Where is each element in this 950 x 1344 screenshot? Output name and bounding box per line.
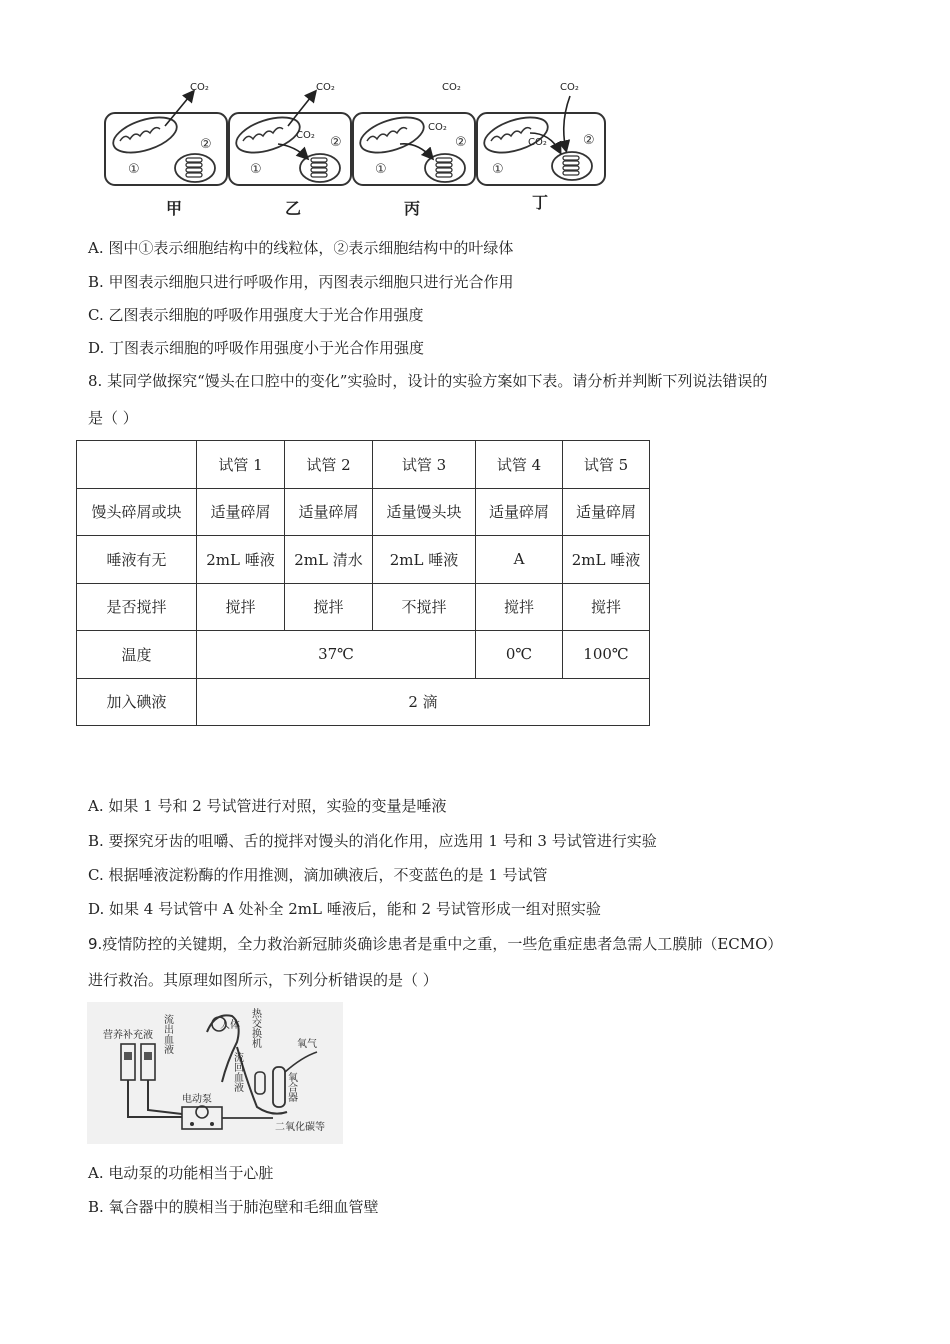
table-cell: 加入碘液 (77, 678, 197, 726)
table-cell: 适量馒头块 (373, 488, 476, 536)
q8-stem-line1: 8. 某同学做探究“馒头在口腔中的变化”实验时，设计的实验方案如下表。请分析并判断下列说法错误的 (88, 372, 768, 390)
cells-figure (100, 78, 610, 223)
mark-2-yi: ② (330, 135, 342, 150)
q8-option-a: A. 如果 1 号和 2 号试管进行对照，实验的变量是唾液 (88, 797, 447, 815)
table-cell: 不搅拌 (373, 583, 476, 631)
ecmo-label-oxygen: 氧气 (297, 1039, 317, 1050)
mark-1-yi: ① (250, 162, 262, 177)
table-cell: 2 滴 (197, 678, 650, 726)
experiment-table (76, 440, 650, 726)
table-header-cell: 试管 2 (285, 441, 373, 489)
table-cell: 温度 (77, 631, 197, 679)
table-cell: 搅拌 (197, 583, 285, 631)
ecmo-label-co2: 二氧化碳等 (275, 1122, 325, 1133)
table-cell: 搅拌 (285, 583, 373, 631)
table-cell: 馒头碎屑或块 (77, 488, 197, 536)
table-row (77, 488, 650, 536)
table-header-cell: 试管 3 (373, 441, 476, 489)
cell-label-yi: 乙 (285, 199, 302, 218)
ecmo-label-return-blood: 流回血液 (231, 1052, 243, 1092)
table-cell: 搅拌 (563, 583, 650, 631)
q8-option-c: C. 根据唾液淀粉酶的作用推测，滴加碘液后，不变蓝色的是 1 号试管 (88, 866, 548, 884)
q9-stem-line1 (88, 934, 782, 954)
table-header-cell: 试管 5 (563, 441, 650, 489)
table-cell: 2mL 清水 (285, 536, 373, 584)
table-cell: 适量碎屑 (563, 488, 650, 536)
q8-option-d: D. 如果 4 号试管中 A 处补全 2mL 唾液后，能和 2 号试管形成一组对照实验 (88, 900, 601, 918)
ecmo-figure (87, 1002, 343, 1144)
ecmo-label-pump: 电动泵 (182, 1094, 212, 1105)
q7-option-a: A. 图中①表示细胞结构中的线粒体，②表示细胞结构中的叶绿体 (88, 239, 514, 257)
ecmo-label-oxygenator: 氧合器 (285, 1072, 297, 1102)
table-row (77, 678, 650, 726)
table-cell: 2mL 唾液 (373, 536, 476, 584)
mark-2-bing: ② (455, 135, 467, 150)
table-cell: 适量碎屑 (197, 488, 285, 536)
ecmo-label-heat-exchanger: 热交换机 (249, 1008, 261, 1048)
ecmo-label-out-blood: 流出血液 (161, 1014, 173, 1054)
table-cell (77, 441, 197, 489)
mark-1-jia: ① (128, 162, 140, 177)
co2-label-ding-in: CO₂ (528, 137, 547, 148)
table-cell: 100℃ (563, 631, 650, 679)
cell-label-jia: 甲 (166, 199, 183, 218)
q9-option-b: B. 氧合器中的膜相当于肺泡壁和毛细血管壁 (88, 1198, 379, 1216)
mark-1-bing: ① (375, 162, 387, 177)
q7-option-d: D. 丁图表示细胞的呼吸作用强度小于光合作用强度 (88, 339, 425, 357)
table-cell: 适量碎屑 (476, 488, 563, 536)
table-cell: 唾液有无 (77, 536, 197, 584)
cell-label-bing: 丙 (404, 199, 421, 218)
table-row (77, 583, 650, 631)
q9-stem-line2: 进行救治。其原理如图所示，下列分析错误的是（ ） (88, 971, 438, 989)
q7-option-c: C. 乙图表示细胞的呼吸作用强度大于光合作用强度 (88, 306, 424, 324)
table-cell: 是否搅拌 (77, 583, 197, 631)
table-cell: 2mL 唾液 (563, 536, 650, 584)
mark-2-ding: ② (583, 133, 595, 148)
co2-label-yi-in: CO₂ (296, 130, 315, 141)
co2-label-bing-out: CO₂ (442, 82, 461, 93)
cell-label-ding: 丁 (532, 193, 549, 212)
mark-1-ding: ① (492, 162, 504, 177)
table-header-row (77, 441, 650, 489)
co2-label-yi-out: CO₂ (316, 82, 335, 93)
table-cell: 2mL 唾液 (197, 536, 285, 584)
ecmo-label-body: 人体 (220, 1020, 240, 1031)
q8-option-b: B. 要探究牙齿的咀嚼、舌的搅拌对馒头的消化作用，应选用 1 号和 3 号试管进行实验 (88, 832, 657, 850)
table-cell: 适量碎屑 (285, 488, 373, 536)
co2-label-ding-out: CO₂ (560, 82, 579, 93)
table-header-cell: 试管 4 (476, 441, 563, 489)
q9-number: 9. (88, 935, 103, 953)
ecmo-label-nutrient: 营养补充液 (103, 1030, 153, 1041)
table-cell: 0℃ (476, 631, 563, 679)
table-cell: 搅拌 (476, 583, 563, 631)
co2-label-bing-in: CO₂ (428, 122, 447, 133)
table-row (77, 536, 650, 584)
mark-2-jia: ② (200, 137, 212, 152)
co2-label-jia: CO₂ (190, 82, 209, 93)
table-row (77, 631, 650, 679)
table-cell: 37℃ (197, 631, 476, 679)
q7-option-b: B. 甲图表示细胞只进行呼吸作用，丙图表示细胞只进行光合作用 (88, 273, 514, 291)
q9-stem-text: 疫情防控的关键期，全力救治新冠肺炎确诊患者是重中之重，一些危重症患者急需人工膜肺（ECMO） (102, 935, 783, 953)
table-cell: A (476, 536, 563, 584)
q8-stem-line2: 是（ ） (88, 409, 138, 427)
q9-option-a: A. 电动泵的功能相当于心脏 (88, 1164, 274, 1182)
table-header-cell: 试管 1 (197, 441, 285, 489)
